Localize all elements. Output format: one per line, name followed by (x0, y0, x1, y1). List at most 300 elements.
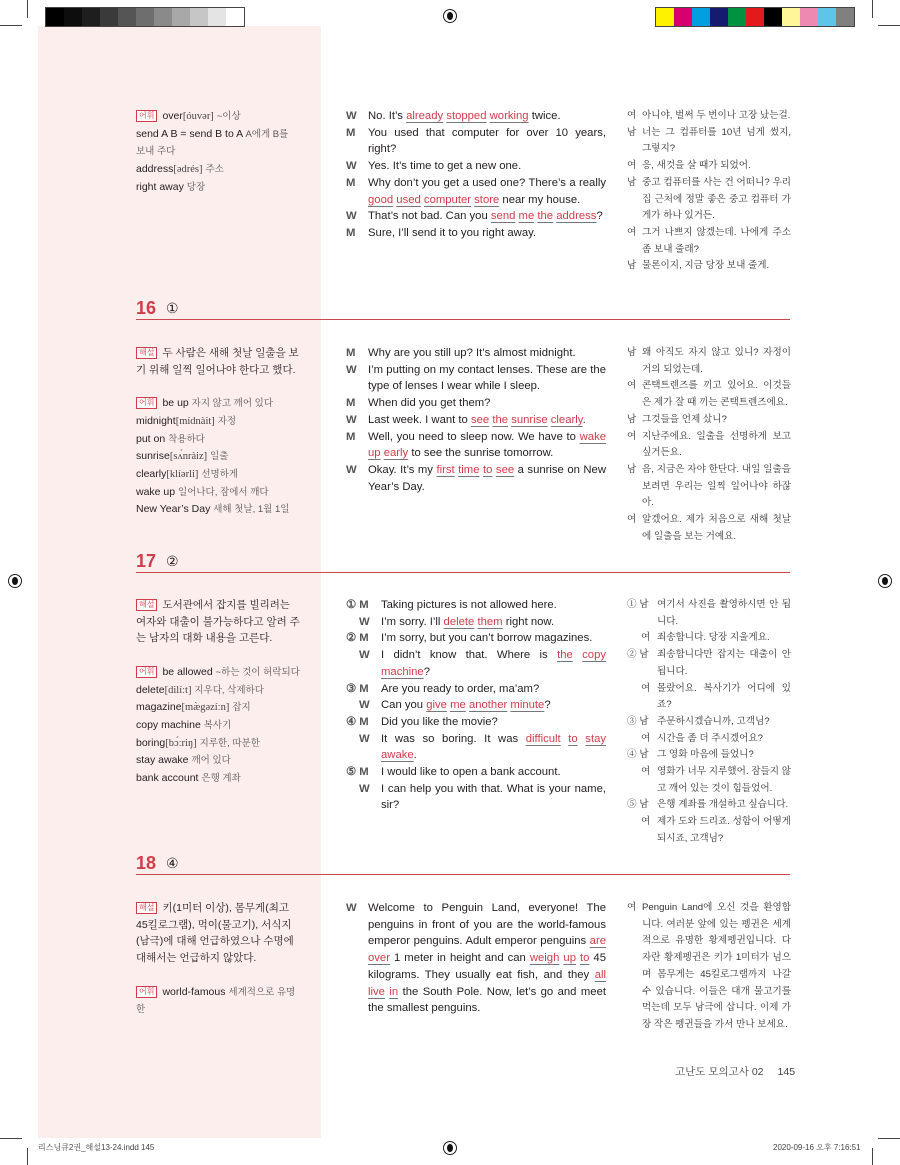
translation-text: 그거 나쁘지 않겠는데. 나에게 주소 좀 보내 줄래? (642, 226, 791, 255)
speaker-label: 여 (627, 110, 637, 121)
translation-text: 왜 아직도 자지 않고 있니? 자정이 거의 되었는데. (642, 347, 791, 375)
color-swatch (674, 8, 692, 26)
speaker-label: ③ M (346, 682, 369, 695)
script-segment: I didn’t know that. Where is (381, 649, 558, 662)
dictation-answer: over (368, 952, 390, 965)
crop-mark (27, 0, 28, 18)
vocab-pronunciation: [óuvər] (182, 111, 214, 122)
vocab-meaning: 깨어 있다 (191, 755, 231, 767)
vocab-word: sunrise (136, 450, 170, 463)
script-segment: No. It’s (368, 110, 407, 122)
translation-text: 중고 컴퓨터를 사는 건 어떠니? 우리 집 근처에 정말 좋은 중고 컴퓨터 가게가 하나 있거든. (642, 176, 791, 222)
dictation-answer: them (477, 615, 503, 628)
dictation-answer: good (368, 193, 394, 206)
translation-text: 그 영화 마음에 들었니? (657, 749, 754, 761)
script-segment: to see the sunrise tomorrow. (408, 447, 554, 460)
explanation-text (136, 597, 300, 647)
dictation-answer: up (368, 447, 381, 460)
translation-text: 여기서 사진을 촬영하시면 안 됩니다. (657, 599, 791, 627)
vocab-word: be up (162, 397, 189, 410)
script-text (381, 781, 606, 814)
script-text (368, 125, 606, 158)
speaker-label: 여 (627, 902, 637, 913)
script-line (346, 208, 606, 225)
script-text (381, 731, 606, 764)
speaker-label: 여 (627, 514, 637, 526)
page-number: 145 (777, 1066, 796, 1078)
script-text (368, 175, 606, 208)
vocab-word: midnight (136, 414, 176, 427)
explanation-body: 두 사람은 새해 첫날 일출을 보기 위해 일찍 일어나야 한다고 했다. (136, 347, 299, 376)
translation-line (627, 462, 791, 512)
cmyk-color-bar (655, 7, 855, 27)
vocab-item (136, 161, 300, 179)
vocab-item (136, 448, 300, 466)
script-segment: 45 kilograms. They usually eat fish, and they (368, 952, 606, 981)
translation-line (627, 258, 791, 275)
explanation-text (136, 345, 300, 378)
script-text (368, 395, 606, 412)
script-segment: Can you (381, 699, 427, 712)
script-line (346, 714, 606, 731)
vocab-word: address (136, 163, 174, 176)
grayscale-color-bar (45, 7, 245, 27)
explanation-column (136, 597, 300, 788)
script-text (368, 108, 606, 125)
dictation-answer: the (537, 210, 554, 223)
color-swatch (710, 8, 728, 26)
script-text (368, 208, 606, 225)
speaker-label: W (346, 363, 357, 376)
korean-translation (627, 345, 791, 545)
vocab-item (136, 984, 300, 1019)
vocab-meaning: ~하는 것이 허락되다 (215, 666, 300, 678)
dictation-answer: clearly (550, 413, 583, 426)
speaker-label: 여 (641, 682, 651, 694)
vocab-item (136, 664, 300, 682)
color-swatch (764, 8, 782, 26)
speaker-label: ① M (346, 599, 369, 611)
korean-translation (627, 597, 791, 848)
color-swatch (172, 8, 190, 26)
vocab-word: world-famous (162, 985, 226, 998)
answer-choice: ① (166, 300, 179, 316)
crop-mark (0, 25, 22, 26)
vocab-item (136, 179, 300, 197)
vocab-meaning: 선명하게 (201, 468, 239, 480)
vocab-meaning: 지루한, 따분한 (199, 737, 260, 749)
speaker-label: M (346, 347, 356, 359)
script-text (368, 429, 606, 462)
translation-line (627, 714, 791, 731)
script-segment: Okay. It’s my (368, 463, 437, 476)
question-header (136, 300, 790, 320)
script-text (368, 345, 606, 362)
translation-text: 영화가 너무 지루했어. 잠들지 않고 깨어 있는 것이 힘들었어. (657, 766, 791, 794)
vocab-word: send A B = send B to A (136, 127, 243, 140)
dictation-answer: first (436, 463, 455, 476)
script-segment: It was so boring. It was (381, 732, 526, 745)
translation-line (627, 345, 791, 378)
dictation-answer: see (495, 463, 515, 476)
dictation-answer: all (594, 968, 606, 981)
dictation-answer: used (396, 193, 421, 206)
vocab-item (136, 752, 300, 770)
script-segment: twice. (528, 110, 561, 122)
dictation-answer: to (483, 463, 493, 476)
translation-line (627, 764, 791, 797)
vocab-item (136, 682, 300, 700)
dictation-answer: to (568, 732, 578, 745)
dictation-answer: me (450, 699, 466, 712)
speaker-label: 여 (641, 766, 651, 778)
script-segment: I can help you with that. What is your name, sir? (381, 782, 606, 812)
script-text (368, 158, 606, 175)
vocab-pronunciation: [bɔ́ːriŋ] (165, 737, 197, 749)
script-line (346, 697, 606, 714)
dictation-answer: store (474, 193, 500, 206)
script-line (346, 900, 606, 1017)
speaker-label: 여 (641, 816, 651, 828)
vocab-pronunciation: [sʌ́nràiz] (169, 451, 208, 463)
registration-mark-icon (443, 9, 457, 23)
speaker-label: 여 (627, 430, 637, 442)
script-segment: . (413, 749, 417, 762)
vocab-meaning: 지우다, 삭제하다 (194, 684, 264, 696)
script-line (346, 462, 606, 495)
script-segment: Did you like the movie? (381, 715, 498, 728)
script-line (346, 731, 606, 764)
translation-text: 아니야, 벌써 두 번이나 고장 났는걸. (642, 110, 791, 121)
script-segment: Sure, I’ll send it to you right away. (368, 226, 537, 239)
script-text (368, 462, 606, 495)
dictation-answer: give (426, 699, 447, 712)
script-text (381, 647, 606, 680)
script-text (381, 764, 606, 781)
speaker-label: W (346, 160, 357, 173)
explanation-tag: 해설 (136, 599, 157, 611)
speaker-label: 남 (627, 413, 637, 425)
dictation-answer: wake (579, 430, 606, 443)
speaker-label: W (359, 699, 370, 712)
script-segment: . (582, 413, 586, 426)
color-swatch (800, 8, 818, 26)
vocab-item (136, 699, 300, 717)
speaker-label: 여 (627, 380, 637, 392)
script-segment: You used that computer for over 10 years, right? (368, 126, 606, 156)
color-swatch (692, 8, 710, 26)
speaker-label: 여 (627, 226, 637, 238)
english-script (346, 597, 606, 814)
translation-text: 음, 지금은 자야 한단다. 내일 일출을 보려면 우리는 일찍 일어나야 하잖아. (642, 463, 791, 509)
translation-text: 알겠어요. 제가 처음으로 새해 첫날에 일출을 보는 거예요. (642, 514, 791, 542)
script-segment: Welcome to Penguin Land, everyone! The penguins in front of you are the world-famous emperor penguins. Adult emperor penguins (368, 902, 606, 948)
speaker-label: M (346, 226, 356, 239)
question-number: 18 (136, 853, 157, 873)
answer-choice: ② (166, 553, 179, 569)
speaker-label: W (346, 413, 357, 426)
vocab-word: wake up (136, 485, 176, 498)
script-segment: Yes. It’s time to get a new one. (368, 160, 522, 173)
crop-mark (878, 25, 900, 26)
answer-choice: ④ (166, 855, 179, 871)
vocab-word: copy machine (136, 718, 201, 731)
translation-line (627, 747, 791, 764)
vocab-word: clearly (136, 467, 167, 480)
speaker-label: ② 남 (627, 649, 649, 661)
dictation-answer: the (492, 413, 509, 426)
dictation-answer: delete (443, 615, 475, 628)
dictation-answer: address (556, 210, 597, 223)
speaker-label: 남 (627, 347, 637, 358)
script-line (346, 175, 606, 208)
dictation-answer: machine (381, 665, 424, 678)
vocab-item (136, 484, 300, 502)
vocab-tag: 어휘 (136, 666, 157, 678)
vocab-word: magazine (136, 701, 182, 714)
explanation-body: 키(1미터 이상), 몸무게(최고 45킬로그램), 먹이(물고기), 서식지(남극)에 대해 언급하였으나 수명에 대해서는 언급하지 않았다. (136, 902, 294, 965)
translation-text: 죄송합니다. 당장 지울게요. (657, 632, 770, 644)
color-swatch (818, 8, 836, 26)
color-swatch (190, 8, 208, 26)
korean-translation (627, 900, 791, 1034)
script-text (381, 614, 606, 631)
translation-text: 그것들을 언제 샀니? (642, 413, 727, 425)
translation-line (627, 378, 791, 411)
script-text (368, 900, 606, 1017)
vocab-meaning: ~이상 (216, 111, 241, 122)
script-segment: 1 meter in height and can (389, 952, 530, 965)
crop-mark (878, 1138, 900, 1139)
speaker-label: W (359, 649, 370, 662)
dictation-answer: computer (423, 193, 472, 206)
explanation-tag: 해설 (136, 902, 157, 914)
script-segment: Taking pictures is not allowed here. (381, 599, 557, 611)
script-text (381, 697, 606, 714)
vocab-item (136, 717, 300, 735)
script-segment: That’s not bad. Can you (368, 210, 491, 223)
color-swatch (782, 8, 800, 26)
script-segment: ? (596, 210, 603, 223)
vocab-item (136, 770, 300, 788)
vocab-item (136, 108, 300, 126)
vocab-item (136, 395, 300, 413)
korean-translation (627, 108, 791, 275)
vocab-word: boring (136, 736, 166, 749)
question-header (136, 553, 790, 573)
crop-mark (27, 1148, 28, 1165)
vocab-word: be allowed (162, 665, 213, 678)
dictation-answer: stopped (446, 110, 487, 122)
slug-date: 2020-09-16 오후 7:16:51 (773, 1143, 861, 1152)
dictation-answer: to (580, 952, 590, 965)
translation-line (627, 125, 791, 158)
script-line (346, 681, 606, 698)
spacer (136, 378, 300, 395)
vocab-pronunciation: [klíərli] (166, 468, 199, 480)
dictation-answer: another (468, 699, 508, 712)
vocab-meaning: 은행 계좌 (201, 773, 241, 785)
speaker-label: ① 남 (627, 599, 649, 610)
dictation-answer: difficult (525, 732, 561, 745)
crop-mark (0, 1138, 22, 1139)
english-script (346, 900, 606, 1017)
translation-line (627, 597, 791, 630)
script-segment: the South Pole. Now, let’s go and meet the smallest penguins. (368, 985, 606, 1015)
speaker-label: 남 (627, 463, 637, 475)
spacer (136, 967, 300, 984)
speaker-label: 여 (641, 632, 651, 644)
explanation-column (136, 900, 300, 1019)
vocab-word: put on (136, 432, 166, 445)
vocab-pronunciation: [mídnàit] (175, 415, 215, 427)
translation-text: 너는 그 컴퓨터를 10년 넘게 썼지, 그렇지? (642, 126, 791, 155)
vocab-meaning: 새해 첫날, 1월 1일 (213, 504, 290, 516)
vocab-pronunciation: [dilíːt] (164, 684, 192, 696)
speaker-label: W (346, 110, 357, 122)
translation-line (627, 412, 791, 429)
dictation-answer: me (518, 210, 535, 223)
speaker-label: 여 (641, 732, 651, 744)
script-line (346, 764, 606, 781)
speaker-label: ⑤ 남 (627, 799, 649, 811)
vocab-meaning: 자정 (217, 415, 237, 427)
vocab-tag: 어휘 (136, 110, 157, 122)
script-segment: Are you ready to order, ma’am? (381, 682, 540, 695)
vocab-item (136, 413, 300, 431)
vocab-item (136, 431, 300, 449)
registration-mark-icon (8, 574, 22, 588)
vocab-word: stay awake (136, 754, 189, 767)
speaker-label: M (346, 430, 356, 443)
speaker-label: M (346, 397, 356, 410)
speaker-label: W (359, 782, 370, 795)
speaker-label: 남 (627, 126, 637, 138)
script-text (368, 362, 606, 395)
script-segment (573, 649, 582, 661)
script-line (346, 345, 606, 362)
translation-text: 시간을 좀 더 주시겠어요? (657, 732, 764, 744)
explanation-text (136, 900, 300, 967)
dictation-answer: sunrise (511, 413, 548, 426)
script-line (346, 225, 606, 242)
vocab-word: delete (136, 683, 165, 696)
translation-line (627, 647, 791, 680)
dictation-answer: copy (582, 649, 607, 662)
script-line (346, 412, 606, 429)
script-text (381, 597, 606, 614)
dictation-answer: the (557, 649, 573, 662)
vocab-meaning: 일어나다, 잠에서 깨다 (178, 486, 269, 498)
color-swatch (136, 8, 154, 26)
translation-line (627, 814, 791, 847)
vocab-pronunciation: [ədrés] (173, 164, 203, 176)
script-segment: near my house. (499, 193, 581, 206)
script-line (346, 597, 606, 614)
dictation-answer: awake (381, 749, 414, 762)
color-swatch (746, 8, 764, 26)
translation-line (627, 225, 791, 258)
speaker-label: 남 (627, 260, 637, 272)
script-segment: Why are you still up? It’s almost midnight. (368, 347, 576, 359)
translation-line (627, 681, 791, 714)
script-line (346, 614, 606, 631)
translation-text: 물론이지, 지금 당장 보내 줄게. (642, 260, 770, 272)
explanation-tag: 해설 (136, 347, 157, 359)
script-segment: I’m sorry. I’ll (381, 615, 444, 628)
translation-line (627, 797, 791, 814)
color-swatch (82, 8, 100, 26)
vocab-meaning: 주소 (205, 164, 224, 176)
color-swatch (100, 8, 118, 26)
vocab-word: bank account (136, 772, 199, 785)
question-number: 17 (136, 551, 157, 571)
speaker-label: W (359, 615, 370, 628)
color-swatch (836, 8, 854, 26)
script-segment: Well, you need to sleep now. We have to (368, 430, 580, 443)
script-segment: When did you get them? (368, 397, 491, 410)
speaker-label: ② M (346, 632, 369, 645)
script-segment: Last week. I want to (368, 413, 471, 426)
page-footer (675, 1064, 795, 1079)
english-script (346, 345, 606, 495)
question-number: 16 (136, 298, 157, 318)
dictation-answer: early (383, 447, 409, 460)
script-text (368, 412, 606, 429)
translation-text: 응, 새것을 살 때가 되었어. (642, 160, 751, 172)
dictation-answer: in (389, 985, 399, 998)
translation-line (627, 900, 791, 1034)
vocab-item (136, 735, 300, 753)
speaker-label: ④ 남 (627, 749, 649, 761)
dictation-answer: minute (510, 699, 545, 712)
vocab-item (136, 466, 300, 484)
color-swatch (208, 8, 226, 26)
dictation-answer: send (490, 210, 516, 223)
color-swatch (728, 8, 746, 26)
script-line (346, 647, 606, 680)
script-segment: ? (423, 665, 430, 678)
slug-filename: 리스닝큐2권_해설13-24.indd 145 (38, 1143, 155, 1152)
dictation-answer: time (458, 463, 480, 476)
translation-line (627, 158, 791, 175)
english-script (346, 108, 606, 242)
spacer (136, 647, 300, 664)
script-text (381, 714, 606, 731)
script-text (368, 225, 606, 242)
registration-mark-icon (443, 1141, 457, 1155)
speaker-label: W (359, 732, 370, 745)
crop-mark (872, 0, 873, 18)
vocab-meaning: 일출 (210, 451, 229, 463)
script-segment: ? (544, 699, 551, 712)
vocab-word: right away (136, 180, 184, 193)
dictation-answer: live (368, 985, 385, 998)
vocab-meaning: 잡지 (232, 702, 251, 714)
translation-text: 죄송합니다만 잡지는 대출이 안 됩니다. (657, 649, 791, 677)
explanation-body: 도서관에서 잡지를 빌리려는 여자와 대출이 불가능하다고 알려 주는 남자의 대화 내용을 고른다. (136, 599, 300, 645)
speaker-label: ⑤ M (346, 766, 369, 779)
vocab-meaning: A에게 B를 보내 주다 (136, 128, 289, 158)
vocab-tag: 어휘 (136, 986, 157, 998)
question-header (136, 855, 790, 875)
vocab-meaning: 당장 (186, 181, 206, 193)
vocab-item (136, 501, 300, 519)
translation-text: 몰랐어요. 복사기가 어디에 있죠? (657, 682, 791, 711)
script-line (346, 395, 606, 412)
script-segment: right now. (502, 615, 555, 628)
script-segment: Why don’t you get a used one? There’s a really (368, 176, 606, 189)
